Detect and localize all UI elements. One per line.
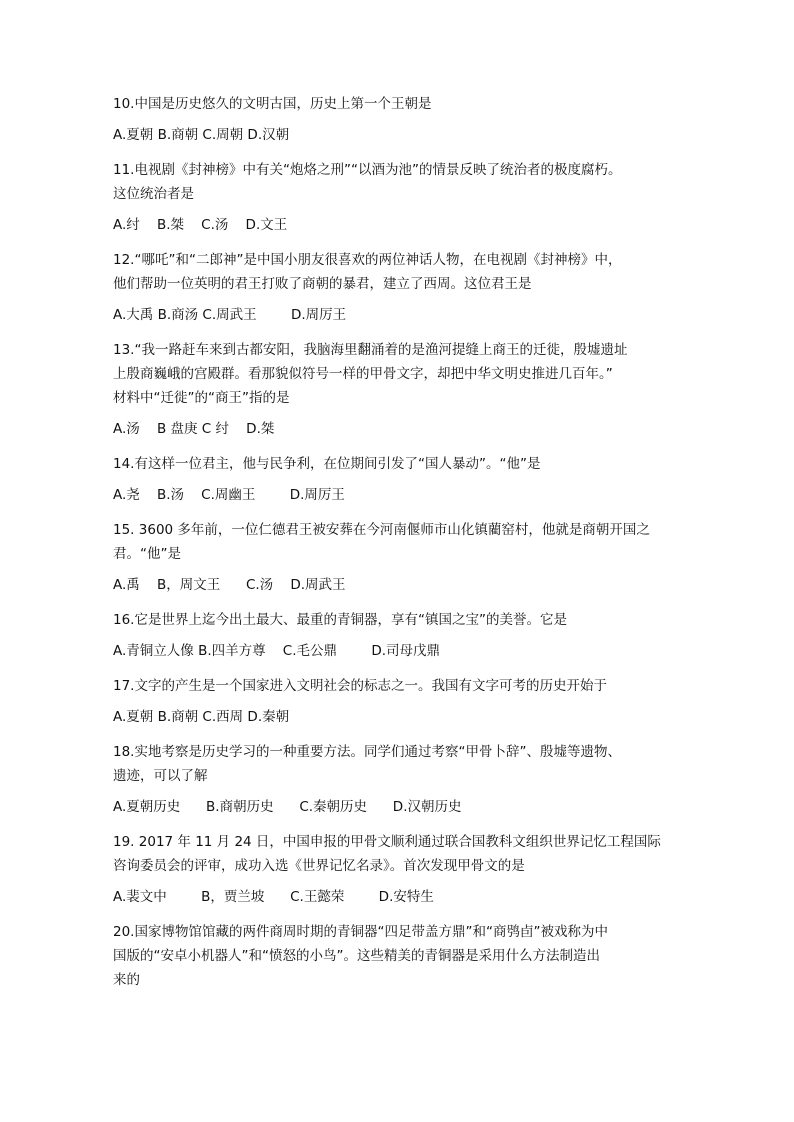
question-stem: 15. 3600 多年前，一位仁德君王被安葬在今河南偃师市山化镇藺窑村，他就是商朝开国之 君。“他”是 — [113, 522, 650, 562]
question-options: A.汤 B 盘庚 C 纣 D.桀 — [113, 421, 275, 437]
question-20 — [113, 920, 693, 992]
question-options: A.纣 B.桀 C.汤 D.文王 — [113, 217, 288, 233]
question-13 — [113, 338, 693, 439]
question-11 — [113, 158, 693, 235]
question-stem: 14.有这样一位君主，他与民争利，在位期间引发了“国人暴动”。“他”是 — [113, 456, 541, 472]
question-stem: 10.中国是历史悠久的文明古国，历史上第一个王朝是 — [113, 96, 432, 112]
question-stem: 20.国家博物馆馆藏的两件商周时期的青铜器“四足带盖方鼎”和“商鸮卣”被戏称为中 国版的“安卓小机器人”和“愤怒的小鸟”。这些精美的青铜器是采用什么方法制造出 来的 — [113, 924, 608, 988]
question-18 — [113, 740, 693, 817]
question-19 — [113, 830, 693, 907]
question-17 — [113, 674, 693, 727]
question-options: A.夏朝历史 B.商朝历史 C.秦朝历史 D.汉朝历史 — [113, 799, 462, 815]
question-stem: 16.它是世界上迄今出土最大、最重的青铜器，享有“镇国之宝”的美誉。它是 — [113, 612, 567, 628]
question-options: A.青铜立人像 B.四羊方尊 C.毛公鼎 D.司母戊鼎 — [113, 643, 441, 659]
question-options: A.尧 B.汤 C.周幽王 D.周厉王 — [113, 487, 345, 503]
question-stem: 11.电视剧《封神榜》中有关“炮烙之刑”“以酒为池”的情景反映了统治者的极度腐朽。 这位统治者是 — [113, 162, 622, 202]
exam-page — [113, 92, 693, 992]
question-12 — [113, 248, 693, 325]
question-14 — [113, 452, 693, 505]
question-stem: 17.文字的产生是一个国家进入文明社会的标志之一。我国有文字可考的历史开始于 — [113, 678, 607, 694]
question-stem: 18.实地考察是历史学习的一种重要方法。同学们通过考察“甲骨卜辞”、殷墟等遗物、 遗迹，可以了解 — [113, 744, 621, 784]
question-stem: 13.“我一路赶车来到古都安阳，我脑海里翻涌着的是渔河提缝上商王的迁徙，殷墟遗址 上殷商巍峨的宫殿群。看那貌似符号一样的甲骨文字，却把中华文明史推进几百年。” 材料中“迁徙”的“商王”指的是 — [113, 342, 628, 406]
question-10 — [113, 92, 693, 145]
question-options: A.夏朝 B.商朝 C.西周 D.秦朝 — [113, 709, 290, 725]
question-stem: 19. 2017 年 11 月 24 日，中国申报的甲骨文顺利通过联合国教科文组织世界记忆工程国际 咨询委员会的评审，成功入选《世界记忆名录》。首次发现甲骨文的是 — [113, 834, 661, 874]
question-options: A.大禹 B.商汤 C.周武王 D.周厉王 — [113, 307, 347, 323]
question-15 — [113, 518, 693, 595]
question-options: A.裴文中 B，贾兰坡 C.王懿荣 D.安特生 — [113, 889, 434, 905]
question-options: A.禹 B，周文王 C.汤 D.周武王 — [113, 577, 346, 593]
question-16 — [113, 608, 693, 661]
question-options: A.夏朝 B.商朝 C.周朝 D.汉朝 — [113, 127, 290, 143]
question-stem: 12.“哪吒”和“二郎神”是中国小朋友很喜欢的两位神话人物，在电视剧《封神榜》中， 他们帮助一位英明的君王打败了商朝的暴君，建立了西周。这位君王是 — [113, 252, 622, 292]
